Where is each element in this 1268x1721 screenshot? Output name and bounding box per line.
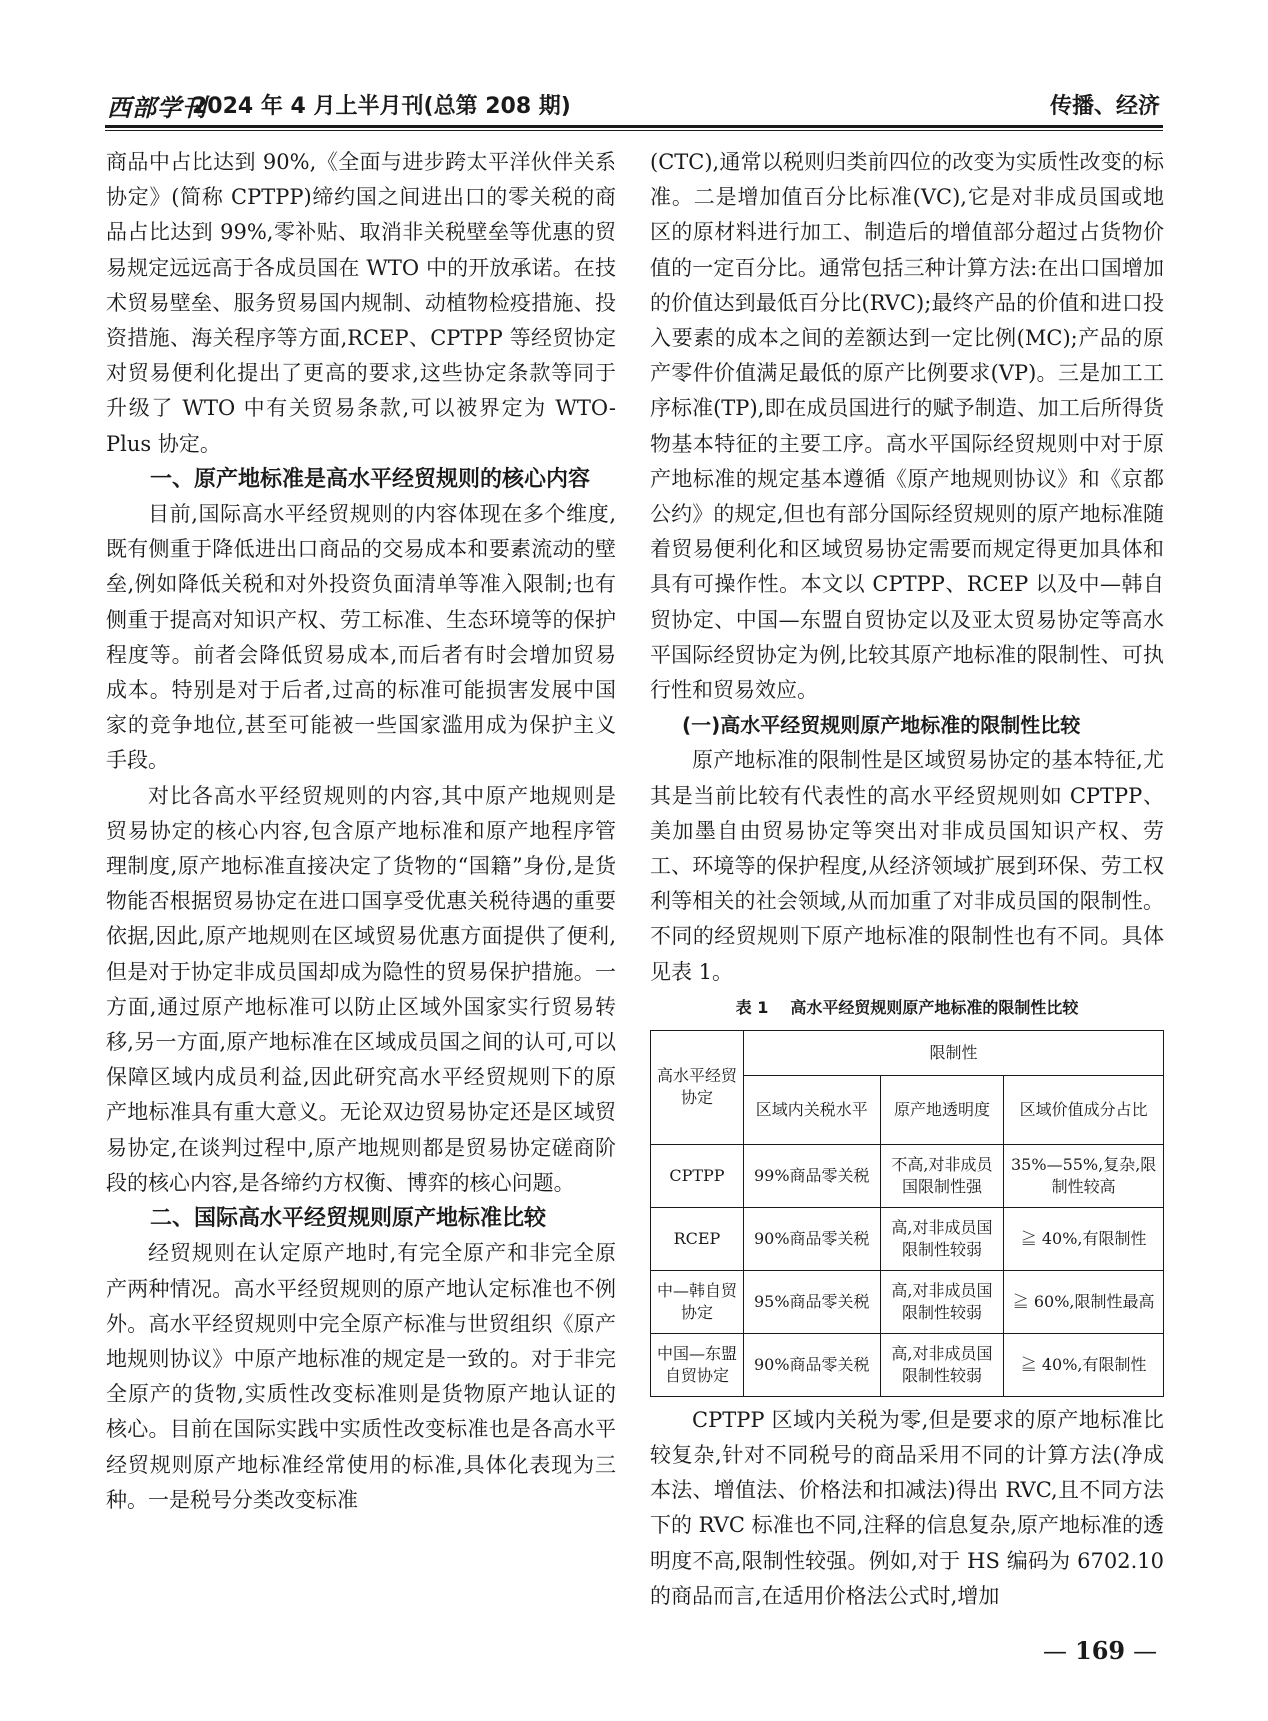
table-cell: 90%商品零关税 <box>743 1333 880 1396</box>
left-column <box>106 145 616 1518</box>
table-title: 高水平经贸规则原产地标准的限制性比较 <box>790 997 1079 1017</box>
column-header: 区域内关税水平 <box>743 1075 880 1144</box>
paragraph: 对比各高水平经贸规则的内容,其中原产地规则是贸易协定的核心内容,包含原产地标准和原产地程序管理制度,原产地标准直接决定了货物的“国籍”身份,是货物能否根据贸易协定在进口国享受优惠关税待遇的重要依据,因此,原产地规则在区域贸易优惠方面提供了便利,但是对于协定非成员国却成为隐性的贸易保护措施。一方面,通过原产地标准可以防止区域外国家实行贸易转移,另一方面,原产地标准在区域成员国之间的认可,可以保障区域内成员利益,因此研究高水平经贸规则下的原产地标准具有重大意义。无论双边贸易协定还是区域贸易协定,在谈判过程中,原产地规则都是贸易协定磋商阶段的核心内容,是各缔约方权衡、博弈的核心问题。 <box>106 783 616 1195</box>
column-header: 原产地透明度 <box>880 1075 1004 1144</box>
table-header-row <box>651 1030 1164 1075</box>
table-cell: 不高,对非成员国限制性强 <box>880 1144 1004 1207</box>
section-title: 传播、经济 <box>1049 94 1160 119</box>
subsection-heading: (一)高水平经贸规则原产地标准的限制性比较 <box>682 713 1081 738</box>
table-cell: ≧ 40%,有限制性 <box>1004 1333 1164 1396</box>
paragraph: (CTC),通常以税则归类前四位的改变为实质性改变的标准。二是增加值百分比标准(VC),它是对非成员国或地区的原材料进行加工、制造后的增值部分超过占货物价值的一定百分比。通常包括三种计算方法:在出口国增加的价值达到最低百分比(RVC);最终产品的价值和进口投入要素的成本之间的差额达到一定比例(MC);产品的原产零件价值满足最低的原产比例要求(VP)。三是加工工序标准(TP),即在成员国进行的赋予制造、加工后所得货物基本特征的主要工序。高水平国际经贸规则中对于原产地标准的规定基本遵循《原产地规则协议》和《京都公约》的规定,但也有部分国际经贸规则的原产地标准随着贸易便利化和区域贸易协定需要而规定得更加具体和具有可操作性。本文以 CPTPP、RCEP 以及中—韩自贸协定、中国—东盟自贸协定以及亚太贸易协定等高水平国际经贸协定为例,比较其原产地标准的限制性、可执行性和贸易效应。 <box>650 150 1164 703</box>
table-cell: 高,对非成员国限制性较弱 <box>880 1207 1004 1270</box>
table-group-header: 限制性 <box>743 1030 1163 1075</box>
table-cell: 高,对非成员国限制性较弱 <box>880 1333 1004 1396</box>
table-cell: 中国—东盟自贸协定 <box>651 1333 744 1396</box>
footer-dash-left: — <box>1043 1637 1067 1665</box>
table-row-header: 高水平经贸协定 <box>651 1030 744 1144</box>
table-row <box>651 1333 1164 1396</box>
table-cell: RCEP <box>651 1207 744 1270</box>
journal-logo: 西部学刊 <box>107 93 207 122</box>
paragraph: 原产地标准的限制性是区域贸易协定的基本特征,尤其是当前比较有代表性的高水平经贸规则如 CPTPP、美加墨自由贸易协定等突出对非成员国知识产权、劳工、环境等的保护程度,从经济领域扩展到环保、劳工权利等相关的社会领域,从而加重了对非成员国的限制性。不同的经贸规则下原产地标准的限制性也有不同。具体见表 1。 <box>650 748 1164 984</box>
page-number-footer <box>1035 1636 1165 1665</box>
paragraph: 商品中占比达到 90%,《全面与进步跨太平洋伙伴关系协定》(简称 CPTPP)缔约国之间进出口的零关税的商品占比达到 99%,零补贴、取消非关税壁垒等优惠的贸易规定远远高于各成员国在 WTO 中的开放承诺。在技术贸易壁垒、服务贸易国内规制、动植物检疫措施、投资措施、海关程序等方面,RCEP、CPTPP 等经贸协定对贸易便利化提出了更高的要求,这些协定条款等同于升级了 WTO 中有关贸易条款,可以被界定为 WTO-Plus 协定。 <box>106 150 616 456</box>
table-cell: ≧ 40%,有限制性 <box>1004 1207 1164 1270</box>
paragraph: 经贸规则在认定原产地时,有完全原产和非完全原产两种情况。高水平经贸规则的原产地认定标准也不例外。高水平经贸规则中完全原产标准与世贸组织《原产地规则协议》中原产地标准的规定是一致的。对于非完全原产的货物,实质性改变标准则是货物原产地认证的核心。目前在国际实践中实质性改变标准也是各高水平经贸规则原产地标准经常使用的标准,具体化表现为三种。一是税号分类改变标准 <box>106 1241 616 1512</box>
section-heading: 二、国际高水平经贸规则原产地标准比较 <box>150 1206 547 1232</box>
right-column <box>650 145 1164 1614</box>
header-rule-thin <box>105 130 1163 131</box>
table-cell: 95%商品零关税 <box>743 1270 880 1333</box>
paragraph: 目前,国际高水平经贸规则的内容体现在多个维度,既有侧重于降低进出口商品的交易成本和要素流动的壁垒,例如降低关税和对外投资负面清单等准入限制;也有侧重于提高对知识产权、劳工标准、生态环境等的保护程度等。前者会降低贸易成本,而后者有时会增加贸易成本。特别是对于后者,过高的标准可能损害发展中国家的竞争地位,甚至可能被一些国家滥用成为保护主义手段。 <box>106 502 616 773</box>
table-cell: ≧ 60%,限制性最高 <box>1004 1270 1164 1333</box>
table-cell: 高,对非成员国限制性较弱 <box>880 1270 1004 1333</box>
footer-dash-right: — <box>1133 1637 1158 1665</box>
table-cell: 35%—55%,复杂,限制性较高 <box>1004 1144 1164 1207</box>
page-number: 169 <box>1075 1636 1126 1665</box>
table-row <box>651 1207 1164 1270</box>
table-number: 表 1 <box>735 997 769 1017</box>
issue-info: 2024 年 4 月上半月刊(总第 208 期) <box>192 94 571 119</box>
table-cell: 99%商品零关税 <box>743 1144 880 1207</box>
paragraph: CPTPP 区域内关税为零,但是要求的原产地标准比较复杂,针对不同税号的商品采用不同的计算方法(净成本法、增值法、价格法和扣减法)得出 RVC,且不同方法下的 RVC 标准也不同,注释的信息复杂,原产地标准的透明度不高,限制性较强。例如,对于 HS 编码为 6702.10 的商品而言,在适用价格法公式时,增加 <box>650 1407 1164 1608</box>
comparison-table <box>650 1030 1164 1397</box>
header-rule-thick <box>105 125 1163 128</box>
table-row <box>651 1144 1164 1207</box>
table-row <box>651 1270 1164 1333</box>
table-cell: 90%商品零关税 <box>743 1207 880 1270</box>
table-cell: CPTPP <box>651 1144 744 1207</box>
table-cell: 中—韩自贸协定 <box>651 1270 744 1333</box>
table-caption <box>650 996 1164 1020</box>
column-header: 区域价值成分占比 <box>1004 1075 1164 1144</box>
section-heading: 一、原产地标准是高水平经贸规则的核心内容 <box>150 466 591 492</box>
